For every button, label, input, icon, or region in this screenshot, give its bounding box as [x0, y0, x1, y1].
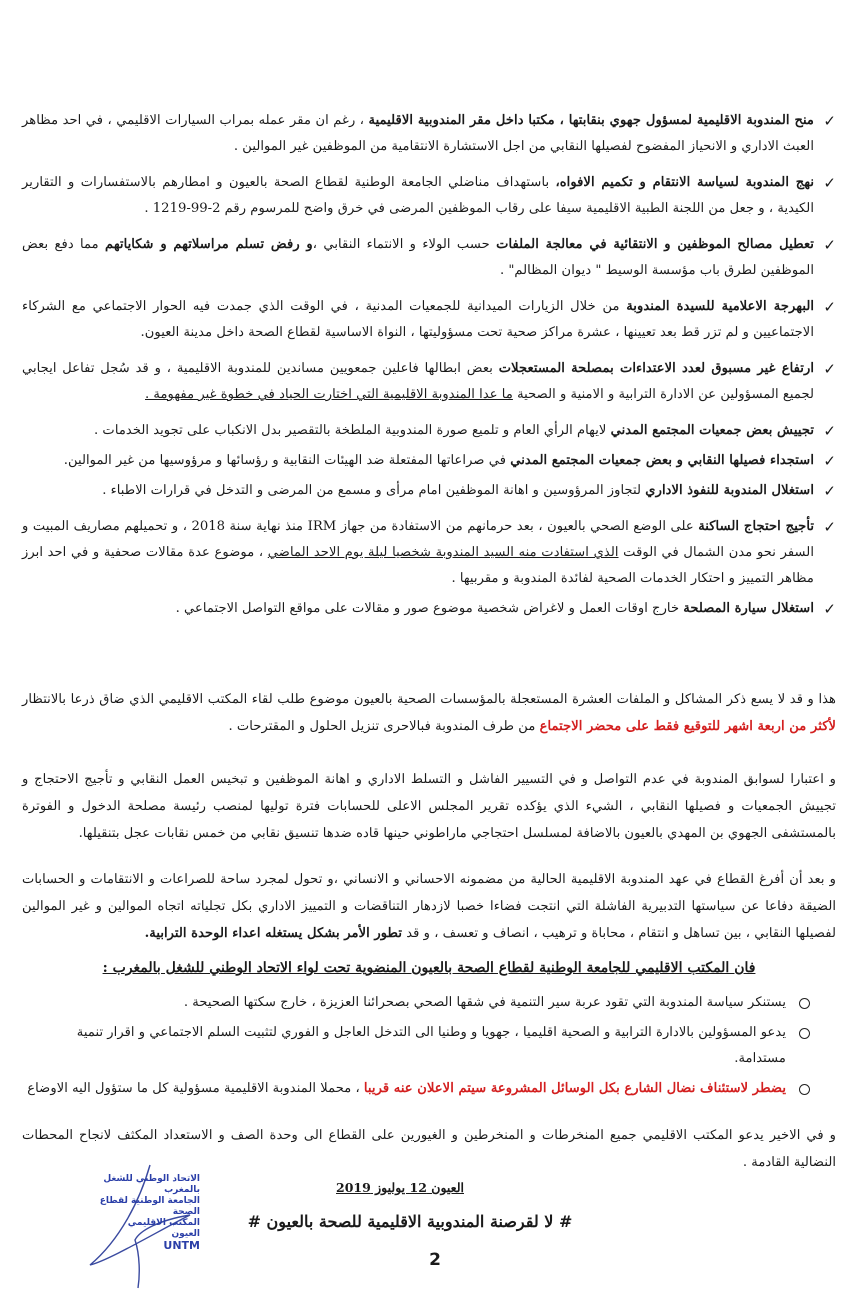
paragraph-meeting-request: هذا و قد لا يسع ذكر المشاكل و الملفات العشرة المستعجلة بالمؤسسات الصحية بالعيون موضوع طلب لقاء المكتب الاقليمي الذي ضاق ذرعا بالانتظار لأكثر من اربعة اشهر للتوقيع فقط على محضر الاجتماع من طرف المندوبة فبالاحرى تنزيل الحلول و المقترحات .	[22, 692, 836, 734]
checkmark-icon: ✓	[823, 112, 836, 130]
resolution-item: يدعو المسؤولين بالادارة الترابية و الصحية اقليميا ، جهويا و وطنيا الى التدخل العاجل و الفوري لتثبيت السلم الاجتماعي و اقرار تنمية مستدامة.	[22, 1020, 810, 1072]
checkmark-icon: ✓	[823, 452, 836, 470]
checklist-item: ✓ استغلال سيارة المصلحة خارج اوقات العمل و لاغراض شخصية موضوع صور و مقالات على مواقع التواصل الاجتماعي .	[22, 596, 836, 622]
union-stamp	[90, 1170, 200, 1280]
checkmark-icon: ✓	[823, 482, 836, 500]
resolution-heading: فان المكتب الاقليمي للجامعة الوطنية لقطاع الصحة بالعيون المنضوية تحت لواء الاتحاد الوطني للشغل بالمغرب :	[102, 960, 756, 976]
page-number: 2	[429, 1250, 441, 1270]
resolution-list	[22, 990, 810, 1106]
paragraph-sector-state: و بعد أن أفرغ القطاع في عهد المندوبة الاقليمية الحالية من مضمونه الاحساني و الانساني ،و تحول لمجرد ساحة للصراعات و الانتقامات و الحسابات الضيقة دفاعا عن سياستها التدبيرية الفاشلة التي انتجت فضاءا خصبا لازدهار التناقضات و التمييز الاداري بكل تجلياته اتجاه الموالين و غير الموالين لفصيلها النقابي ، بين تساهل و انتقام ، محاباة و ترهيب ، انصاف و تعسف ، و قد تطور الأمر بشكل يستغله اعداء الوحدة الترابية.	[22, 872, 836, 941]
resolution-item: يستنكر سياسة المندوبة التي تقود عربة سير التنمية في شقها الصحي بصحرائنا العزيزة ، خارج سكتها الصحيحة .	[22, 990, 810, 1016]
circle-bullet-icon	[799, 1084, 810, 1095]
checklist-item: ✓ تعطيل مصالح الموظفين و الانتقائية في معالجة الملفات حسب الولاء و الانتماء النقابي ،و رفض تسلم مراسلاتهم و شكاياتهم مما دفع بعض الموظفين لطرق باب مؤسسة الوسيط " ديوان المظالم" .	[22, 232, 836, 284]
checkmark-icon: ✓	[823, 518, 836, 536]
checkmark-icon: ✓	[823, 360, 836, 378]
checklist-item: ✓ منح المندوبة الاقليمية لمسؤول جهوي بنقابتها ، مكتبا داخل مقر المندوبية الاقليمية ، رغم ان مقر عمله بمراب السيارات الاقليمي ، في احد مظاهر العبث الاداري و الانحياز المفضوح لفصيلها النقابي من اجل الاستشارة الانتقامية من الموظفين غير الموالين .	[22, 108, 836, 160]
stamp-text: الاتحاد الوطني للشغل بالمغرب الجامعة الوطنية لقطاع الصحة المكتب الاقليمي العيون UNTM	[99, 1174, 200, 1252]
checkmark-icon: ✓	[823, 600, 836, 618]
checkmark-icon: ✓	[823, 174, 836, 192]
closing-paragraph: و في الاخير يدعو المكتب الاقليمي جميع المنخرطات و المنخرطين و الغيورين على القطاع الى وحدة الصف و الاستعداد المكثف لانجاح المحطات النضالية القادمة .	[22, 1128, 836, 1170]
checkmark-icon: ✓	[823, 422, 836, 440]
grievance-checklist	[22, 108, 836, 632]
checklist-item: ✓ استغلال المندوبة للنفوذ الاداري لتجاوز المرؤوسين و اهانة الموظفين امام مرأى و مسمع من المرضى و التدخل في قرارات الاطباء .	[22, 478, 836, 504]
slogan: # لا لقرصنة المندوبية الاقليمية للصحة بالعيون #	[247, 1212, 573, 1231]
checklist-item: ✓ نهج المندوبة لسياسة الانتقام و تكميم الافواه، باستهداف مناضلي الجامعة الوطنية لقطاع الصحة بالعيون و امطارهم بالاستفسارات و التقارير الكيدية ، و جعل من اللجنة الطبية الاقليمية سيفا على رقاب الموظفين المرضى في خرق واضح للمرسوم رقم 2-99-1219 .	[22, 170, 836, 222]
circle-bullet-icon	[799, 1028, 810, 1039]
circle-bullet-icon	[799, 998, 810, 1009]
checkmark-icon: ✓	[823, 298, 836, 316]
checklist-item: ✓ استجداء فصيلها النقابي و بعض جمعيات المجتمع المدني في صراعاتها المفتعلة ضد الهيئات النقابية و رؤسائها و مرؤوسيها من غير الموالين.	[22, 448, 836, 474]
document-date: العيون 12 يوليوز 2019	[336, 1180, 464, 1195]
checkmark-icon: ✓	[823, 236, 836, 254]
checklist-item: ✓ البهرجة الاعلامية للسيدة المندوبة من خلال الزيارات الميدانية للجمعيات المدنية ، في الوقت الذي جمدت فيه الحوار الاجتماعي مع الشركاء الاجتماعيين و لم تزر قط بعد تعيينها ، عشرة مراكز صحية تحت مسؤوليتها ، النواة الاساسية لقطاع الصحة داخل مدينة العيون.	[22, 294, 836, 346]
checklist-item: ✓ تأجيج احتجاج الساكنة على الوضع الصحي بالعيون ، بعد حرمانهم من الاستفادة من جهاز IRM منذ نهاية سنة 2018 ، و تحميلهم مصاريف المبيت و السفر نحو مدن الشمال في الوقت الذي استفادت منه السيد المندوبة شخصيا ليلة يوم الاحد الماضي ، موضوع عدة مقالات صحفية و في احد ابرز مظاهر التمييز و احتكار الخدمات الصحية لفائدة المندوبة و مقربيها .	[22, 514, 836, 592]
checklist-item: ✓ تجييش بعض جمعيات المجتمع المدني لايهام الرأي العام و تلميع صورة المندوبية الملطخة بالتقصير بدل الانكباب على تجويد الخدمات .	[22, 418, 836, 444]
checklist-item: ✓ ارتفاع غير مسبوق لعدد الاعتداءات بمصلحة المستعجلات بعض ابطالها فاعلين جمعويين مساندين للمندوبة الاقليمية ، و قد سُجل تفاعل ايجابي لجميع المسؤولين عن الادارة الترابية و الامنية و الصحية ما عدا المندوبة الاقليمية التي اختارت الحياد في خطوة غير مفهومة .	[22, 356, 836, 408]
paragraph-precedents: و اعتبارا لسوابق المندوبة في عدم التواصل و في التسيير الفاشل و التسلط الاداري و اهانة الموظفين و تبخيس العمل النقابي و تأجيج الاحتجاج و تجييش الجمعيات و فصيلها النقابي ، الشيء الذي يؤكده تقرير المجلس الاعلى للحسابات فترة توليها لمنصب رئيسة مصلحة الدخول و الفوترة بالمستشفى الجهوي بن المهدي بالعيون بالاضافة لمسلسل احتجاجي ماراطوني حينها قاده ضدها تنسيق نقابي من خمس نقابات عجل بتنقيلها.	[22, 772, 836, 841]
resolution-item: يضطر لاستئناف نضال الشارع بكل الوسائل المشروعة سيتم الاعلان عنه قريبا ، محملا المندوبة الاقليمية مسؤولية كل ما ستؤول اليه الاوضاع	[22, 1076, 810, 1102]
